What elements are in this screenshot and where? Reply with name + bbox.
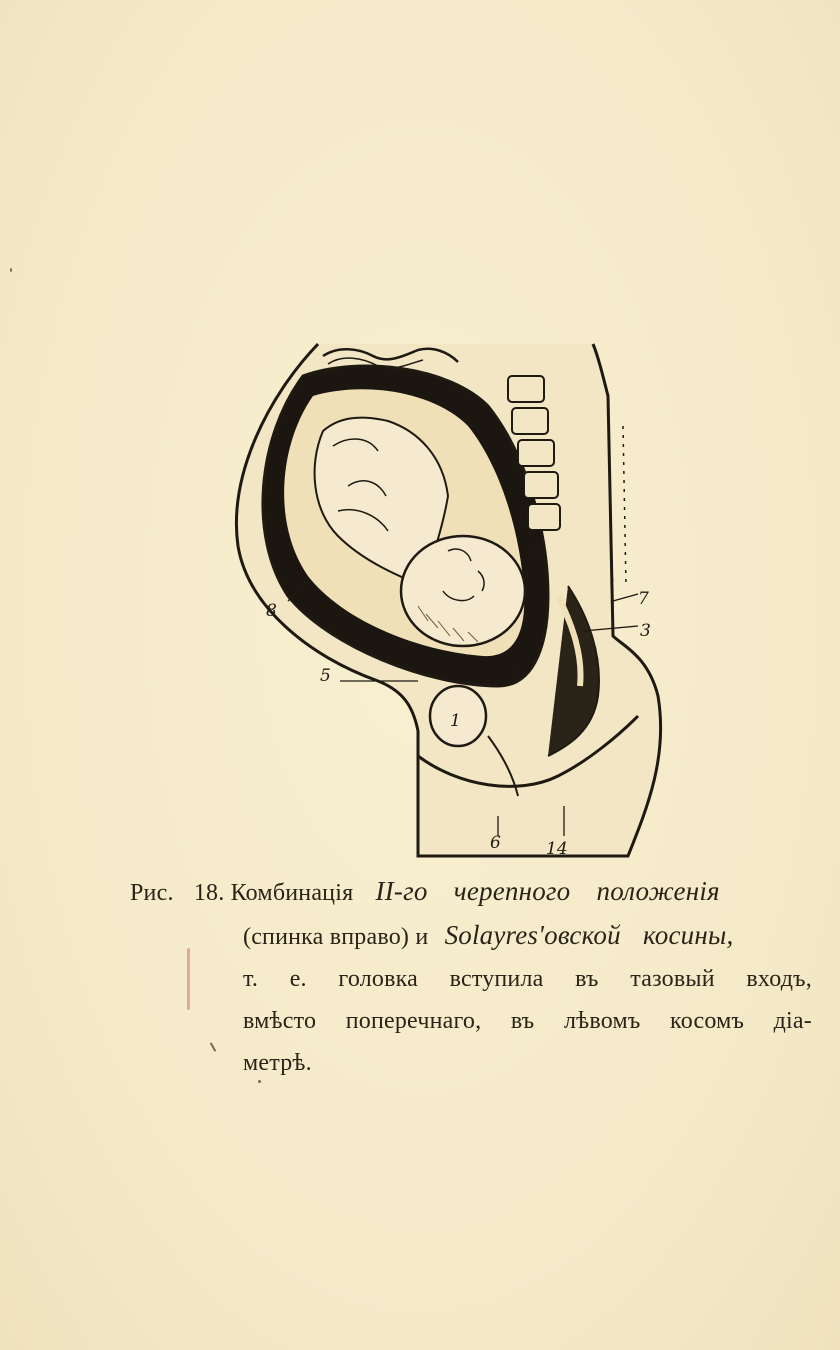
caption-line-1 <box>130 870 812 914</box>
caption-word: входъ, <box>746 966 812 992</box>
paper-speck <box>258 1080 261 1083</box>
caption-word: діа- <box>773 1008 812 1034</box>
anatomical-illustration <box>228 336 678 866</box>
caption-italic: II-го <box>375 876 428 906</box>
red-pencil-mark <box>187 948 190 1010</box>
caption-word: въ <box>510 1008 535 1034</box>
caption-word: косомъ <box>670 1008 745 1034</box>
caption-word: въ <box>575 966 599 992</box>
caption-justified-line <box>243 958 812 1000</box>
caption-line-2 <box>130 914 812 958</box>
caption-word: поперечнаго, <box>345 1008 482 1034</box>
caption-line-4 <box>130 1000 812 1042</box>
caption-italic: Solayres'овской <box>444 920 621 950</box>
caption-text: метрѣ. <box>243 1050 312 1076</box>
caption-word: головка <box>338 966 418 992</box>
caption-line-5 <box>130 1042 812 1084</box>
figure-caption <box>130 870 812 1084</box>
caption-word: т. <box>243 966 259 992</box>
caption-italic: черепного <box>453 876 571 906</box>
label-8: 8 <box>266 601 277 621</box>
caption-word: тазовый <box>630 966 715 992</box>
caption-text: (спинка вправо) и <box>243 924 429 950</box>
caption-word: лѣвомъ <box>563 1008 641 1034</box>
label-4: 4 <box>511 666 522 686</box>
caption-italic: косины, <box>642 920 734 950</box>
caption-italic: положенія <box>596 876 720 906</box>
caption-justified-line <box>243 1000 812 1042</box>
caption-word: вступила <box>449 966 544 992</box>
pregnancy-cross-section-drawing <box>228 336 678 866</box>
label-3: 3 <box>640 621 651 641</box>
label-5: 5 <box>320 666 331 686</box>
caption-prefix: Рис. <box>130 880 174 906</box>
label-7: 7 <box>638 589 649 609</box>
caption-line-3 <box>130 958 812 1000</box>
label-6: 6 <box>490 833 501 853</box>
caption-word: е. <box>289 966 307 992</box>
label-1: 1 <box>450 711 461 731</box>
label-2: 2 <box>530 543 541 563</box>
label-14: 14 <box>546 839 568 859</box>
caption-text: Комбинація <box>230 880 354 906</box>
caption-number: 18. <box>193 880 225 906</box>
caption-word: вмѣсто <box>243 1008 317 1034</box>
paper-speck <box>10 268 12 272</box>
